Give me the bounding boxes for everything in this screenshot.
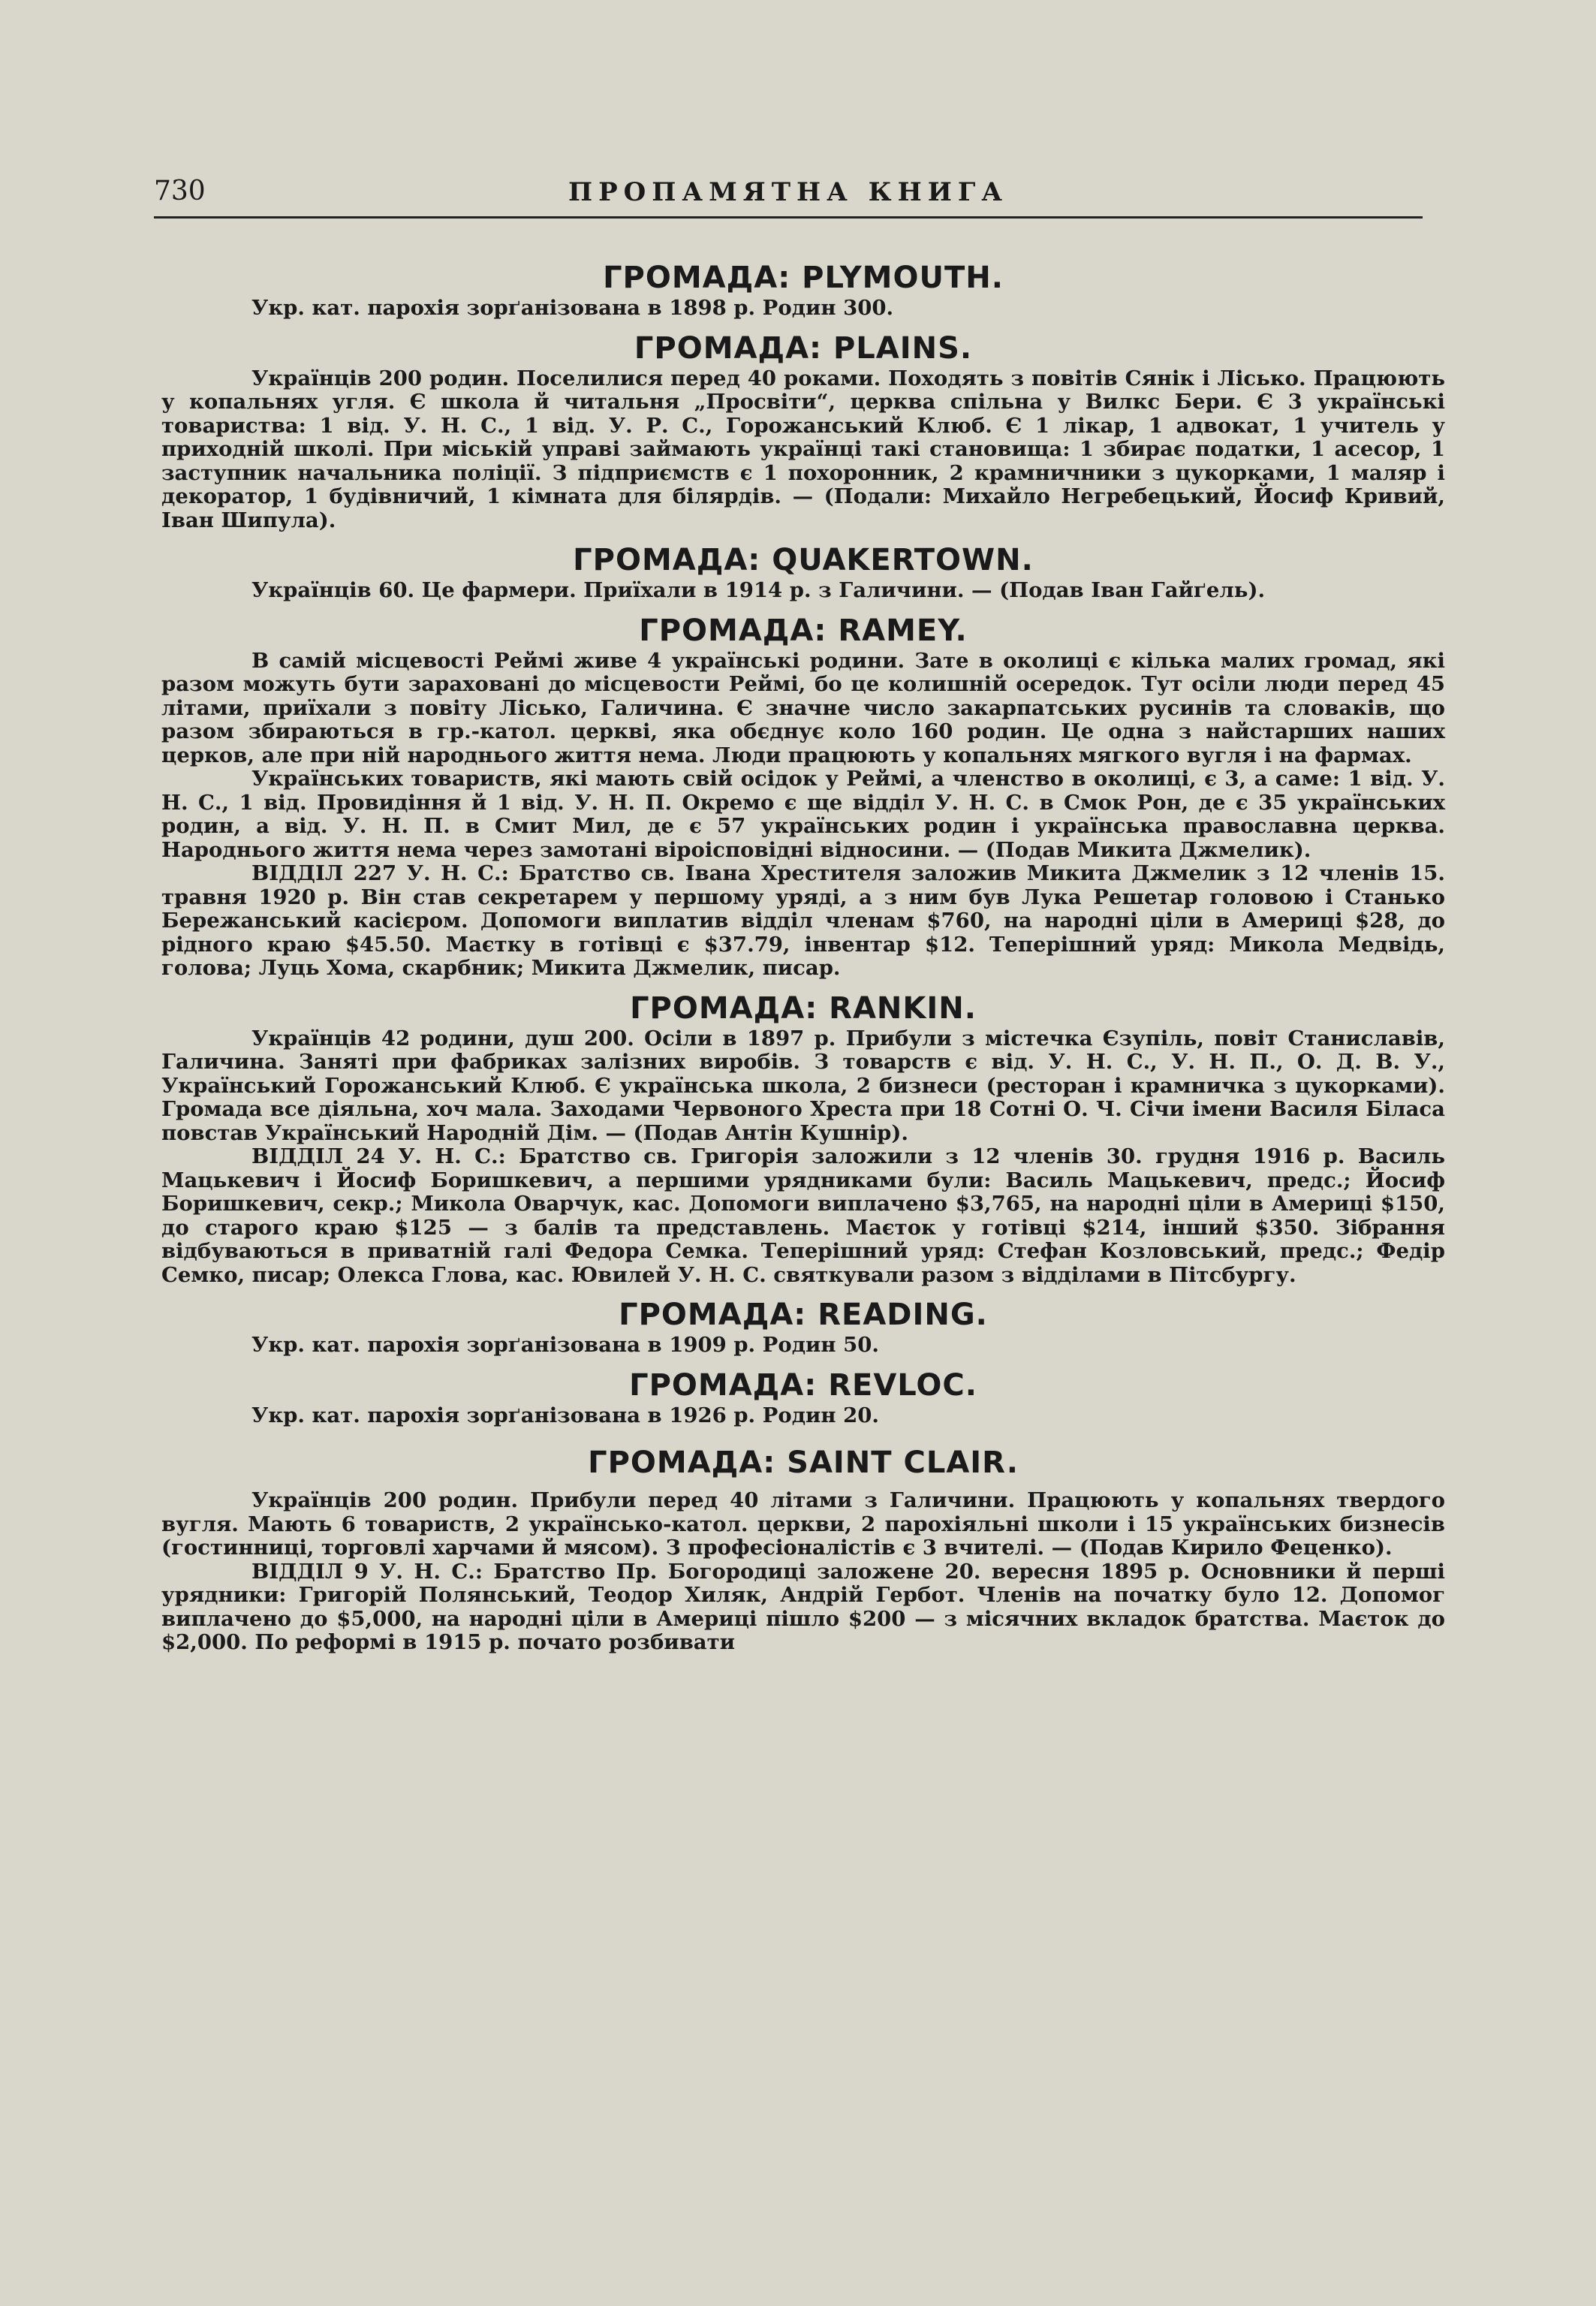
page-body	[161, 259, 1445, 1655]
paragraph: Українців 200 родин. Прибули перед 40 літами з Галичини. Працюють у копальнях твердого вугля. Мають 6 товариств, 2 українсько-катол. церкви, 2 парохіяльні школи і 15 українських бизнесів (гостинниці, торговлі харчами й мясом). З професіоналістів є 3 вчителі. — (Подав Кирило Феценко).	[161, 1488, 1445, 1560]
paragraph: Укр. кат. парохія зорґанізована в 1909 р. Родин 50.	[251, 1333, 879, 1357]
heading-place: QUAKERTOWN.	[772, 543, 1034, 577]
paragraph: Укр. кат. парохія зорґанізована в 1898 р. Родин 300.	[251, 296, 894, 320]
heading-place: RAMEY.	[838, 613, 968, 648]
branch-paragraph: ВІДДІЛ 227 У. Н. С.: Братство св. Івана Хрестителя заложив Микита Джмелик з 12 членів 15. травня 1920 р. Він став секретарем у першому уряді, а з ним був Лука Решетар головою і Станько Бережанський касієром. Допомоги виплатив відділ членам $760, на народні ціли в Америці $28, до рідного краю $45.50. Маєтку в готівці є $37.79, інвентар $12. Теперішний уряд: Микола Медвідь, голова; Луць Хома, скарбник; Микита Джмелик, писар.	[161, 861, 1445, 980]
section-plains	[161, 330, 1445, 533]
section-ramey	[161, 612, 1445, 981]
section-saint-clair	[161, 1444, 1445, 1655]
paragraph: Укр. кат. парохія зорґанізована в 1926 р. Родин 20.	[251, 1403, 879, 1427]
branch-paragraph: ВІДДІЛ 9 У. Н. С.: Братство Пр. Богородиці заложене 20. вересня 1895 р. Основники й перші урядники: Григорій Полянський, Теодор Хиляк, Андрій Гербот. Членів на початку було 12. Допомог виплачено до $5,000, на народні ціли в Америці пішло $200 — з місячних вкладок братства. Маєток до $2,000. По реформі в 1915 р. почато розбивати	[161, 1559, 1445, 1654]
section-plymouth	[161, 259, 1445, 321]
heading-prefix: ГРОМАДА:	[619, 1298, 818, 1332]
heading-place: READING.	[818, 1298, 988, 1332]
paragraph: Українських товариств, які мають свій осідок у Реймі, а членство в околиці, є 3, а саме: 1 від. У. Н. С., 1 від. Провидіння й 1 від. У. Н. П. Окремо є ще відділ У. Н. С. в Смок Рон, де є 35 українських родин, а від. У. Н. П. в Смит Мил, де є 57 українських родин і українська православна церква. Народнього життя нема через замотані віроісповідні відносини. — (Подав Микита Джмелик).	[161, 767, 1445, 862]
branch-paragraph: ВІДДІЛ 24 У. Н. С.: Братство св. Григорія заложили з 12 членів 30. грудня 1916 р. Василь Мацькевич і Йосиф Боришкевич, а першими урядниками були: Василь Мацькевич, предс.; Йосиф Боришкевич, секр.; Микола Оварчук, кас. Допомоги виплачено $3,765, на народні ціли в Америці $150, до старого краю $125 — з балів та представлень. Маєток у готівці $214, інший $350. Зібрання відбуваються в приватній галі Федора Семка. Теперішний уряд: Стефан Козловський, предс.; Федір Семко, писар; Олекса Глова, кас. Ювилей У. Н. С. святкували разом з відділами в Пітсбургу.	[161, 1144, 1445, 1287]
heading-prefix: ГРОМАДА:	[639, 613, 839, 648]
section-heading	[161, 1367, 1445, 1404]
page-number: 730	[154, 176, 206, 206]
section-heading	[161, 541, 1445, 579]
section-revloc	[161, 1367, 1445, 1428]
heading-place: REVLOC.	[828, 1367, 977, 1403]
heading-prefix: ГРОМАДА:	[629, 1367, 829, 1403]
heading-prefix: ГРОМАДА:	[634, 330, 833, 366]
section-heading	[161, 259, 1445, 297]
section-heading	[161, 990, 1445, 1027]
section-heading	[161, 330, 1445, 367]
section-heading	[161, 1296, 1445, 1334]
page-header	[154, 171, 1423, 219]
heading-place: RANKIN.	[829, 990, 977, 1026]
heading-place: PLYMOUTH.	[802, 261, 1004, 295]
paragraph: В самій місцевості Реймі живе 4 українські родини. Зате в околиці є кілька малих громад, які разом можуть бути зараховані до місцевости Реймі, бо це колишній осередок. Тут осіли люди перед 45 літами, приїхали з повіту Лісько, Галичина. Є значне число закарпатських русинів та словаків, що разом збираються в гр.-катол. церкві, яка обєднує коло 160 родин. Це одна з найстарших наших церков, але при ній народнього життя нема. Люди працюють у копальнях мягкого вугля і на фармах.	[161, 648, 1445, 767]
section-rankin	[161, 990, 1445, 1288]
heading-place: SAINT CLAIR.	[787, 1445, 1019, 1480]
section-heading	[161, 1444, 1445, 1482]
heading-prefix: ГРОМАДА:	[603, 261, 803, 295]
paragraph: Українців 42 родини, душ 200. Осіли в 1897 р. Прибули з містечка Єзупіль, повіт Станиславів, Галичина. Заняті при фабриках залізних виробів. З товарств є від. У. Н. С., У. Н. П., О. Д. В. У., Український Горожанський Клюб. Є українська школа, 2 бизнеси (ресторан і крамничка з цукорками). Громада все діяльна, хоч мала. Заходами Червоного Хреста при 18 Сотні О. Ч. Січи імени Василя Біласа повстав Український Народній Дім. — (Подав Антін Кушнір).	[161, 1026, 1445, 1145]
heading-place: PLAINS.	[833, 330, 973, 366]
paragraph: Українців 200 родин. Поселилися перед 40 роками. Походять з повітів Сянік і Лісько. Працюють у копальнях угля. Є школа й читальня „Просвіти“, церква спільна у Вилкс Бери. Є 3 українські товариства: 1 від. У. Н. С., 1 від. У. Р. С., Горожанський Клюб. Є 1 лікар, 1 адвокат, 1 учитель у приходній школі. При міській управі займають українці такі становища: 1 збирає податки, 1 асесор, 1 заступник начальника поліції. З підприємств є 1 похоронник, 2 крамничники з цукорками, 1 маляр і декоратор, 1 будівничий, 1 кімната для білярдів. — (Подали: Михайло Негребецький, Йосиф Кривий, Іван Шипула).	[161, 366, 1445, 532]
paragraph: Українців 60. Це фармери. Приїхали в 1914 р. з Галичини. — (Подав Іван Гайґель).	[251, 578, 1266, 602]
heading-prefix: ГРОМАДА:	[630, 990, 830, 1026]
section-reading	[161, 1296, 1445, 1358]
section-heading	[161, 612, 1445, 650]
section-quakertown	[161, 541, 1445, 603]
heading-prefix: ГРОМАДА:	[573, 543, 772, 577]
heading-prefix: ГРОМАДА:	[588, 1445, 787, 1480]
running-title: ПРОПАМЯТНА КНИГА	[568, 177, 1008, 207]
